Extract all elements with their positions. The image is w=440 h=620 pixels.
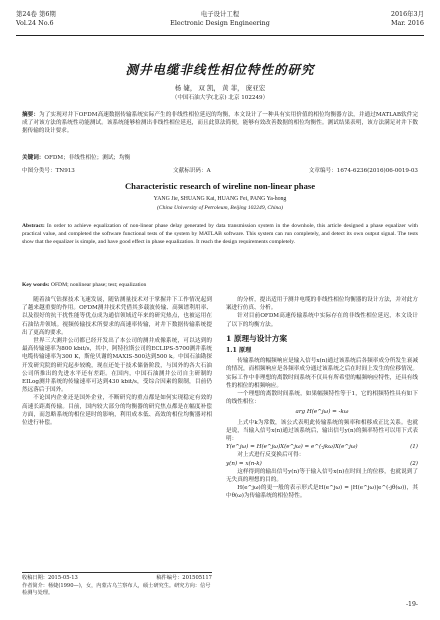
header-date-cn: 2016年3月 bbox=[390, 10, 424, 18]
body-column-right bbox=[226, 296, 418, 501]
received-date: 收稿日期：2015-05-13 bbox=[22, 575, 78, 581]
abstract-en-text: In order to achieve equalization of non-linear phase delay generated by data transmission system in the downhole, this article designed a phase equalizer with practical value, and completed the software functional tests of the system by MATLAB software. This system can run completely, and detect its own output signal. The tests show that the equalizer is simple, and have good effect in phase equalization. It reach the design requirements completely. bbox=[22, 223, 418, 246]
body-paragraph: 一个理想的离散时间系统，如果幅频特性等于1，它的相频特性具有如下的线性相位： bbox=[226, 391, 418, 406]
authors-en: YANG Jie, SHUANG Kai, HUANG Fei, PANG Ya-hong bbox=[153, 196, 287, 202]
footnote bbox=[22, 572, 212, 598]
body-paragraph: 对上式进行反变换后可得： bbox=[237, 452, 305, 459]
abstract-en bbox=[22, 222, 418, 247]
journal-header bbox=[16, 10, 424, 36]
body-paragraph: 针对目前OFDM高速传输系统中实际存在的非线性相位延迟，本文设计了以下的均衡方法。 bbox=[226, 313, 418, 328]
body-paragraph: 的分析，提出适用于测井电缆的非线性相位均衡器的设计方法，并对此方案进行仿真、分析。 bbox=[226, 297, 418, 312]
body-paragraph: 世界三大测井公司都已经开发出了本公司的测井成像系统，可以达到的最高传输速率为800 kbit/s，其中，阿特拉斯公司的ECLIPS-5700测井系统电缆传输速率为300 K，斯伦贝谢的MAXIS-500达到500 k。中国石油勘探开发研究院的研究起步较晚，现在还处于技术储备阶段，与国外的各大石油公司所推出的先进水平还有差距。在国内，中国石油测井公司自主研制的EILog测井系统的传输速率可达到430 kbit/s，受综合因素的限制，目前仍然远落后于国外。 bbox=[22, 338, 212, 394]
classification-line bbox=[22, 166, 418, 174]
paper-title-en: Characteristic research of wireline non-linear phase bbox=[124, 181, 316, 191]
keywords-cn-text: OFDM；非线性相位；测试；均衡 bbox=[44, 155, 131, 161]
header-volume-cn: 第24卷 第6期 bbox=[16, 10, 56, 18]
keywords-en-text: OFDM; nonlinear phase; test; equalization bbox=[50, 282, 147, 288]
section-heading: 1 原理与设计方案 bbox=[226, 333, 288, 343]
manuscript-number: 稿件编号：201505117 bbox=[156, 575, 212, 581]
article-number: 文章编号：1674-6236(2016)06-0019-03 bbox=[308, 168, 418, 174]
authors-cn: 杨 婕， 双 凯， 黄 菲， 庞亚宏 bbox=[174, 84, 266, 92]
body-paragraph: 随着油气钻探技术飞速发展，随钻测量技术对于掌握井下工作情况起到了越来越重要的作用。OFDM测井技术凭借其多载波传输、高频谱利用率、以及很好的抗干扰性能等优点成为通信领域近年来的研究热点，也被运用在石油钻井领域。视频传输技术所要求的高速率传输，对井下数据传输系统提出了更高的要求。 bbox=[22, 297, 212, 336]
keywords-cn bbox=[22, 153, 418, 161]
body-paragraph: H(e^jω)的更一般的表示形式是H(e^jω) = |H(e^jω)|e^(-jθ(ω))，其中θ(ω)为传输系统的相位特性。 bbox=[226, 485, 418, 500]
abstract-en-label: Abstract: bbox=[22, 223, 45, 229]
equation-1-body: Y(e^jω) = H(e^jω)X(e^jω) = e^(-jkω)X(e^jω) bbox=[226, 444, 358, 451]
abstract-cn bbox=[22, 111, 418, 136]
author-bio: 作者简介：杨婕(1990—)，女，内蒙古乌兰察布人，硕士研究生。研究方向：信号检测与处理。 bbox=[22, 582, 211, 597]
keywords-cn-label: 关键词： bbox=[22, 155, 45, 161]
header-journal-cn: 电子设计工程 bbox=[200, 10, 240, 18]
keywords-en-label: Key words: bbox=[22, 282, 50, 288]
affiliation-cn: （中国石油大学(北京) 北京 102249） bbox=[171, 95, 269, 101]
equation-1-number: (1) bbox=[410, 444, 418, 451]
equation-2-number: (2) bbox=[410, 460, 418, 467]
subsection-heading: 1.1 原理 bbox=[226, 347, 252, 355]
body-column-left bbox=[22, 296, 212, 427]
body-paragraph: 不论国内企业还是国外企业，不断研究的重点都是如何实现稳定有效的高速长距离传输。目前，国内较大部分的均衡器的研究焦点都是在幅度补偿方面，而忽略系统的相位延时的影响，利用成本低、高效的相位均衡器对相位进行补偿。 bbox=[22, 395, 212, 427]
equation-1 bbox=[226, 443, 418, 451]
equation-phase: arg H(e^jω) = -kω bbox=[295, 409, 349, 416]
abstract-cn-text: 为了实现对井下OFDM高速数据传输系统实际产生的非线性相位延迟的均衡，本文设计了一种具有实用价值的相位均衡器方法，并通过MATLAB软件完成了对该方法的系统性功能测试。该系统能够检测出非线性相位延迟，而且此算法简便，能够有效改善数据的相位均衡性。测试结果表明，该方法满足对井下数据传输的设计要求。 bbox=[22, 112, 418, 135]
paper-title-cn: 测井电缆非线性相位特性的研究 bbox=[125, 62, 315, 77]
page-number: -19- bbox=[405, 601, 418, 608]
header-volume-en: Vol.24 No.6 bbox=[16, 19, 54, 27]
body-paragraph: 上式中k为常数，该公式表明此传输系统的频率和相移成正比关系。也就是说，当输入信号x(n)通过该系统后，输出信号y(n)的频率特性可以用下式表明： bbox=[226, 419, 418, 443]
body-paragraph: 这样得到的输出信号y(n)等于输入信号x(n)在时间上的位移，也就说到了无失真的理想的目的。 bbox=[226, 468, 418, 484]
clc-number: 中图分类号：TN913 bbox=[22, 168, 75, 174]
equation-2-body: y(n) = x(n-k) bbox=[226, 460, 262, 467]
doc-code: 文献标识码：A bbox=[173, 168, 211, 174]
affiliation-en: (China University of Petroleum, Beijing 102249, China) bbox=[157, 205, 283, 211]
keywords-en bbox=[22, 282, 418, 288]
header-date-en: Mar. 2016 bbox=[390, 19, 424, 27]
body-paragraph: 传输系统的幅频响应是输入信号x(n)通过该系统后各频率成分所发生衰减的情况，而相频响应是各频率成分通过该系统之后在时间上发生的位移情况。实际工作中非理想的离散时间系统不仅具有所希望的幅频响应特性，还具有线性的相位的相频响应。 bbox=[226, 358, 418, 389]
abstract-cn-label: 摘要： bbox=[22, 112, 40, 118]
header-journal-en: Electronic Design Engineering bbox=[170, 19, 270, 27]
equation-2 bbox=[226, 460, 418, 468]
